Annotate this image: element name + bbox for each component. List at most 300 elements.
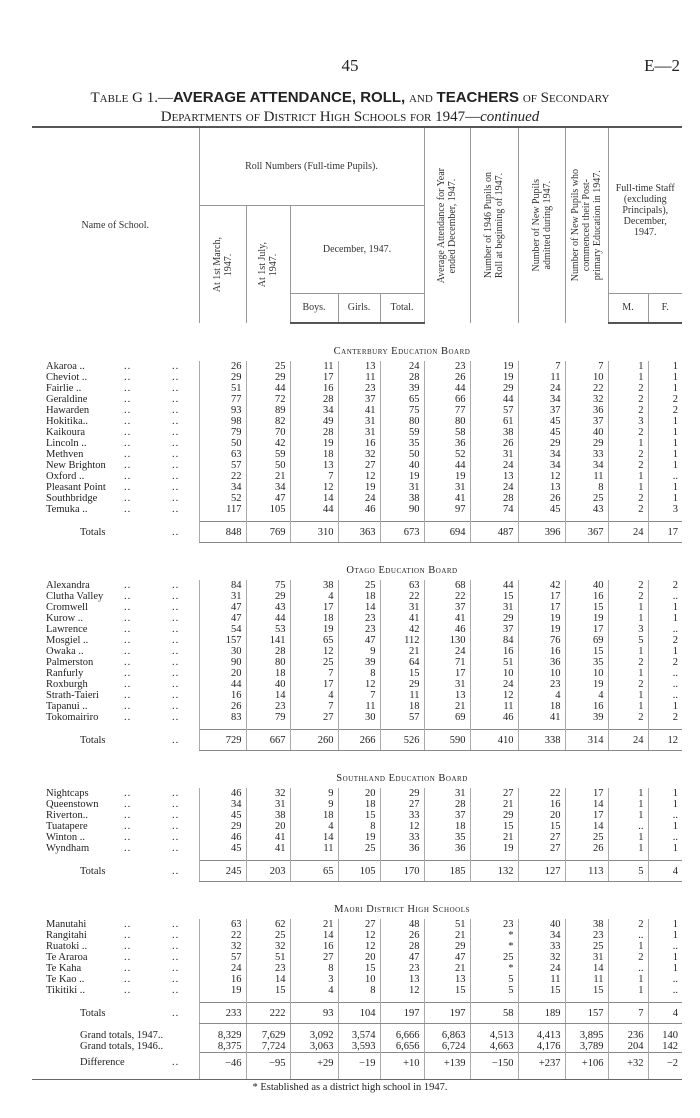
row-label: Te Kaha	[46, 963, 82, 974]
cell-value: 1	[648, 372, 682, 383]
cell-value: 46	[470, 712, 518, 723]
cell-value: 18	[424, 821, 470, 832]
cell-value: 82	[246, 416, 290, 427]
row-label: Totals	[80, 1007, 106, 1019]
cell-value: 8	[565, 482, 608, 493]
table-body	[32, 323, 682, 1080]
cell-value: 19	[424, 471, 470, 482]
header-1st-march: At 1st March, 1947.	[199, 205, 246, 323]
cell-value: 3	[608, 416, 648, 427]
row-label: Te Kao ..	[46, 974, 85, 985]
cell-value: 19	[565, 613, 608, 624]
cell-value: 29	[246, 372, 290, 383]
cell-value: 769	[246, 522, 290, 543]
row-label: Owaka ..	[46, 646, 84, 657]
cell-value: 203	[246, 861, 290, 882]
cell-value: 1	[648, 646, 682, 657]
leader-dots: ..	[172, 602, 180, 613]
row-label: Fairlie ..	[46, 383, 82, 394]
cell-value: 2	[608, 919, 648, 930]
cell-value: 29	[470, 810, 518, 821]
cell-value: 31	[470, 449, 518, 460]
cell-value: 11	[380, 690, 424, 701]
cell-value: 53	[246, 624, 290, 635]
cell-value: 23	[565, 930, 608, 941]
cell-value: 3,593	[338, 1041, 380, 1053]
cell-value: ..	[608, 930, 648, 941]
cell-value: 105	[246, 504, 290, 515]
cell-value: 23	[246, 701, 290, 712]
cell-value: 37	[565, 416, 608, 427]
leader-dots: ..	[172, 361, 180, 372]
cell-value: 19	[338, 832, 380, 843]
cell-value: 32	[246, 788, 290, 799]
leader-dots: ..	[172, 865, 180, 877]
cell-value: 25	[246, 930, 290, 941]
cell-value: 57	[199, 460, 246, 471]
cell-value: 84	[199, 580, 246, 591]
leader-dots: ..	[124, 657, 132, 668]
cell-value: 19	[518, 624, 565, 635]
school-name	[32, 522, 199, 543]
cell-value: 127	[518, 861, 565, 882]
row-label: Totals	[80, 865, 106, 877]
cell-value: 5	[608, 635, 648, 646]
cell-value: 20	[518, 810, 565, 821]
cell-value: 13	[424, 974, 470, 985]
cell-value: 41	[246, 843, 290, 854]
header-december: December, 1947.	[290, 205, 424, 293]
cell-value: 105	[338, 861, 380, 882]
cell-value: 22	[565, 383, 608, 394]
row-label: Manutahi	[46, 919, 87, 930]
cell-value: ..	[648, 810, 682, 821]
leader-dots: ..	[124, 493, 132, 504]
leader-dots: ..	[124, 821, 132, 832]
cell-value: 16	[290, 383, 338, 394]
cell-value: 38	[380, 493, 424, 504]
leader-dots: ..	[172, 941, 180, 952]
school-name	[32, 438, 199, 449]
cell-value: 39	[565, 712, 608, 723]
school-name	[32, 471, 199, 482]
cell-value: 15	[246, 985, 290, 996]
cell-value: 11	[290, 843, 338, 854]
cell-value: ..	[608, 963, 648, 974]
cell-value: 25	[338, 580, 380, 591]
cell-value: 51	[424, 919, 470, 930]
cell-value: 41	[246, 832, 290, 843]
row-label: Strath-Taieri	[46, 690, 99, 701]
cell-value: 18	[338, 591, 380, 602]
school-name	[32, 646, 199, 657]
school-name	[32, 861, 199, 882]
cell-value: 38	[470, 427, 518, 438]
leader-dots: ..	[124, 985, 132, 996]
cell-value: 2	[608, 591, 648, 602]
cell-value: 18	[290, 449, 338, 460]
row-label: Kaikoura	[46, 427, 86, 438]
leader-dots: ..	[124, 383, 132, 394]
cell-value: 14	[290, 832, 338, 843]
cell-value: 3,574	[338, 1030, 380, 1041]
cell-value: 1	[608, 810, 648, 821]
table-row	[32, 361, 682, 372]
cell-value: 1	[648, 383, 682, 394]
leader-dots: ..	[172, 799, 180, 810]
cell-value: 29	[565, 438, 608, 449]
cell-value: 14	[565, 963, 608, 974]
table-row	[32, 963, 682, 974]
cell-value: 14	[565, 821, 608, 832]
cell-value: 42	[380, 624, 424, 635]
row-label: Te Araroa	[46, 952, 88, 963]
school-name	[32, 952, 199, 963]
cell-value: 3	[608, 624, 648, 635]
attendance-table	[32, 126, 682, 1080]
cell-value: 80	[424, 416, 470, 427]
cell-value: 18	[338, 799, 380, 810]
board-heading	[32, 882, 682, 920]
cell-value: 34	[199, 799, 246, 810]
school-name	[32, 493, 199, 504]
cell-value: 31	[246, 799, 290, 810]
cell-value: 41	[380, 613, 424, 624]
cell-value: 22	[199, 471, 246, 482]
cell-value: 25	[565, 493, 608, 504]
cell-value: 97	[424, 504, 470, 515]
cell-value: 310	[290, 522, 338, 543]
cell-value: 28	[246, 646, 290, 657]
cell-value: 2	[608, 405, 648, 416]
cell-value: 3,789	[565, 1041, 608, 1053]
school-name	[32, 701, 199, 712]
leader-dots: ..	[124, 449, 132, 460]
cell-value: 1	[608, 974, 648, 985]
cell-value: 1	[648, 821, 682, 832]
cell-value: 9	[290, 788, 338, 799]
cell-value: 47	[380, 952, 424, 963]
cell-value: 14	[246, 690, 290, 701]
school-name	[32, 930, 199, 941]
row-label: Totals	[80, 526, 106, 538]
cell-value: 8	[338, 821, 380, 832]
cell-value: 197	[380, 1003, 424, 1024]
table-row	[32, 832, 682, 843]
leader-dots: ..	[172, 580, 180, 591]
row-label: Pleasant Point	[46, 482, 106, 493]
board-heading	[32, 543, 682, 581]
cell-value: 14	[565, 799, 608, 810]
cell-value: 19	[199, 985, 246, 996]
cell-value: 25	[565, 941, 608, 952]
table-row	[32, 613, 682, 624]
cell-value: 23	[246, 963, 290, 974]
cell-value: 1	[608, 799, 648, 810]
cell-value: 132	[470, 861, 518, 882]
cell-value: 93	[290, 1003, 338, 1024]
leader-dots: ..	[172, 952, 180, 963]
cell-value: 9	[338, 646, 380, 657]
cell-value: 4	[518, 690, 565, 701]
row-label: Kurow ..	[46, 613, 84, 624]
school-name	[32, 416, 199, 427]
cell-value: 1	[608, 788, 648, 799]
totals-row	[32, 1003, 682, 1024]
cell-value: 14	[338, 602, 380, 613]
cell-value: 26	[199, 701, 246, 712]
row-label: Riverton..	[46, 810, 88, 821]
cell-value: 63	[199, 449, 246, 460]
row-label: Methven	[46, 449, 84, 460]
cell-value: 12	[380, 985, 424, 996]
table-row	[32, 690, 682, 701]
cell-value: 17	[424, 668, 470, 679]
cell-value: 33	[565, 449, 608, 460]
cell-value: 8	[338, 985, 380, 996]
leader-dots: ..	[124, 580, 132, 591]
cell-value: 1	[648, 613, 682, 624]
title-bold-2: TEACHERS	[436, 89, 520, 106]
cell-value: 12	[338, 941, 380, 952]
cell-value: 13	[424, 690, 470, 701]
row-label: Oxford ..	[46, 471, 85, 482]
cell-value: 51	[470, 657, 518, 668]
table-row	[32, 635, 682, 646]
leader-dots: ..	[172, 810, 180, 821]
leader-dots: ..	[172, 635, 180, 646]
cell-value: 37	[338, 394, 380, 405]
cell-value: 2	[608, 394, 648, 405]
cell-value: 12	[338, 930, 380, 941]
leader-dots: ..	[124, 919, 132, 930]
cell-value: 17	[648, 522, 682, 543]
leader-dots: ..	[172, 734, 180, 746]
cell-value: 15	[565, 602, 608, 613]
cell-value: ..	[648, 679, 682, 690]
cell-value: 20	[246, 821, 290, 832]
school-name	[32, 919, 199, 930]
cell-value: 26	[518, 493, 565, 504]
cell-value: 19	[518, 613, 565, 624]
cell-value: 42	[518, 580, 565, 591]
cell-value: 1	[608, 438, 648, 449]
row-label: Nightcaps	[46, 788, 89, 799]
cell-value: 12	[290, 482, 338, 493]
cell-value: ..	[648, 941, 682, 952]
cell-value: 2	[648, 712, 682, 723]
cell-value: 667	[246, 730, 290, 751]
row-label: Akaroa ..	[46, 361, 85, 372]
cell-value: 39	[380, 383, 424, 394]
leader-dots: ..	[172, 1007, 180, 1019]
row-label: Tuatapere	[46, 821, 88, 832]
leader-dots: ..	[172, 712, 180, 723]
cell-value: 31	[338, 416, 380, 427]
cell-value: 16	[518, 646, 565, 657]
cell-value: 16	[518, 799, 565, 810]
cell-value: 2	[608, 679, 648, 690]
cell-value: 189	[518, 1003, 565, 1024]
cell-value: 11	[518, 974, 565, 985]
cell-value: 12	[648, 730, 682, 751]
cell-value: 130	[424, 635, 470, 646]
table-row	[32, 701, 682, 712]
cell-value: 37	[424, 810, 470, 821]
cell-value: 69	[424, 712, 470, 723]
cell-value: 37	[518, 405, 565, 416]
row-label: Lawrence	[46, 624, 88, 635]
cell-value: 1	[608, 985, 648, 996]
cell-value: 84	[470, 635, 518, 646]
cell-value: 487	[470, 522, 518, 543]
cell-value: 1	[648, 416, 682, 427]
leader-dots: ..	[172, 438, 180, 449]
cell-value: 58	[470, 1003, 518, 1024]
cell-value: 24	[470, 679, 518, 690]
cell-value: 38	[290, 580, 338, 591]
cell-value: 34	[199, 482, 246, 493]
cell-value: 266	[338, 730, 380, 751]
cell-value: 7	[518, 361, 565, 372]
cell-value: 396	[518, 522, 565, 543]
cell-value: 41	[424, 613, 470, 624]
table-row	[32, 919, 682, 930]
school-name	[32, 832, 199, 843]
leader-dots: ..	[124, 438, 132, 449]
cell-value: 35	[424, 832, 470, 843]
cell-value: 1	[648, 919, 682, 930]
totals-row	[32, 861, 682, 882]
cell-value: 34	[565, 460, 608, 471]
cell-value: 71	[424, 657, 470, 668]
cell-value: 1	[648, 361, 682, 372]
cell-value: 1	[648, 701, 682, 712]
header-commenced-post-primary: Number of New Pupils who commenced their Post- primary Education in 1947.	[565, 127, 608, 323]
title-continued: continued	[480, 109, 540, 125]
leader-dots: ..	[124, 591, 132, 602]
cell-value: *	[470, 963, 518, 974]
leader-dots: ..	[172, 690, 180, 701]
cell-value: 1	[608, 690, 648, 701]
leader-dots: ..	[124, 712, 132, 723]
cell-value: +32	[608, 1053, 648, 1074]
cell-value: 36	[565, 405, 608, 416]
table-row	[32, 821, 682, 832]
school-name	[32, 383, 199, 394]
cell-value: 1	[648, 602, 682, 613]
leader-dots: ..	[172, 482, 180, 493]
leader-dots: ..	[124, 668, 132, 679]
cell-value: 40	[565, 580, 608, 591]
cell-value: ..	[648, 690, 682, 701]
cell-value: 31	[470, 602, 518, 613]
leader-dots: ..	[172, 394, 180, 405]
table-row	[32, 493, 682, 504]
row-label: Rangitahi	[46, 930, 87, 941]
header-staff-f: F.	[648, 293, 682, 323]
cell-value: 75	[246, 580, 290, 591]
school-name	[32, 1003, 199, 1024]
school-name	[32, 624, 199, 635]
cell-value: 61	[470, 416, 518, 427]
leader-dots: ..	[124, 405, 132, 416]
cell-value: 233	[199, 1003, 246, 1024]
cell-value: 23	[470, 919, 518, 930]
cell-value: 70	[246, 427, 290, 438]
cell-value: 1	[608, 361, 648, 372]
cell-value: 51	[246, 952, 290, 963]
cell-value: 24	[380, 361, 424, 372]
cell-value: 1	[608, 668, 648, 679]
leader-dots: ..	[172, 832, 180, 843]
cell-value: 5	[470, 985, 518, 996]
cell-value: 47	[424, 952, 470, 963]
school-name	[32, 810, 199, 821]
cell-value: 112	[380, 635, 424, 646]
cell-value: 16	[199, 690, 246, 701]
cell-value: 4,413	[518, 1030, 565, 1041]
cell-value: 20	[199, 668, 246, 679]
cell-value: 12	[290, 646, 338, 657]
leader-dots: ..	[172, 788, 180, 799]
leader-dots: ..	[172, 449, 180, 460]
cell-value: 22	[380, 591, 424, 602]
header-full-time-staff: Full-time Staff (excluding Principals), December, 1947.	[608, 127, 682, 293]
cell-value: +106	[565, 1053, 608, 1074]
cell-value: 44	[424, 460, 470, 471]
cell-value: 23	[380, 963, 424, 974]
table-row	[32, 843, 682, 854]
cell-value: 10	[338, 974, 380, 985]
leader-dots: ..	[172, 974, 180, 985]
cell-value: 18	[290, 613, 338, 624]
cell-value: 19	[290, 624, 338, 635]
row-label: Cromwell	[46, 602, 88, 613]
cell-value: 3	[290, 974, 338, 985]
cell-value: 44	[199, 679, 246, 690]
cell-value: 260	[290, 730, 338, 751]
cell-value: 18	[246, 668, 290, 679]
school-name	[32, 449, 199, 460]
header-total: Total.	[380, 293, 424, 323]
cell-value: −2	[648, 1053, 682, 1074]
cell-value: 8	[338, 668, 380, 679]
school-name	[32, 591, 199, 602]
cell-value: 3,092	[290, 1030, 338, 1041]
cell-value: 104	[338, 1003, 380, 1024]
leader-dots: ..	[124, 788, 132, 799]
cell-value: 185	[424, 861, 470, 882]
cell-value: 23	[518, 679, 565, 690]
cell-value: 7,629	[246, 1030, 290, 1041]
school-name	[32, 1053, 199, 1074]
cell-value: 1	[608, 602, 648, 613]
cell-value: 4	[648, 1003, 682, 1024]
cell-value: 18	[290, 810, 338, 821]
cell-value: 1	[648, 482, 682, 493]
school-name	[32, 657, 199, 668]
title-rest: of Secondary	[519, 90, 610, 106]
cell-value: 590	[424, 730, 470, 751]
school-name	[32, 580, 199, 591]
cell-value: 1	[608, 482, 648, 493]
cell-value: 1	[648, 799, 682, 810]
cell-value: 27	[290, 712, 338, 723]
cell-value: 2	[648, 394, 682, 405]
cell-value: +237	[518, 1053, 565, 1074]
leader-dots: ..	[124, 394, 132, 405]
